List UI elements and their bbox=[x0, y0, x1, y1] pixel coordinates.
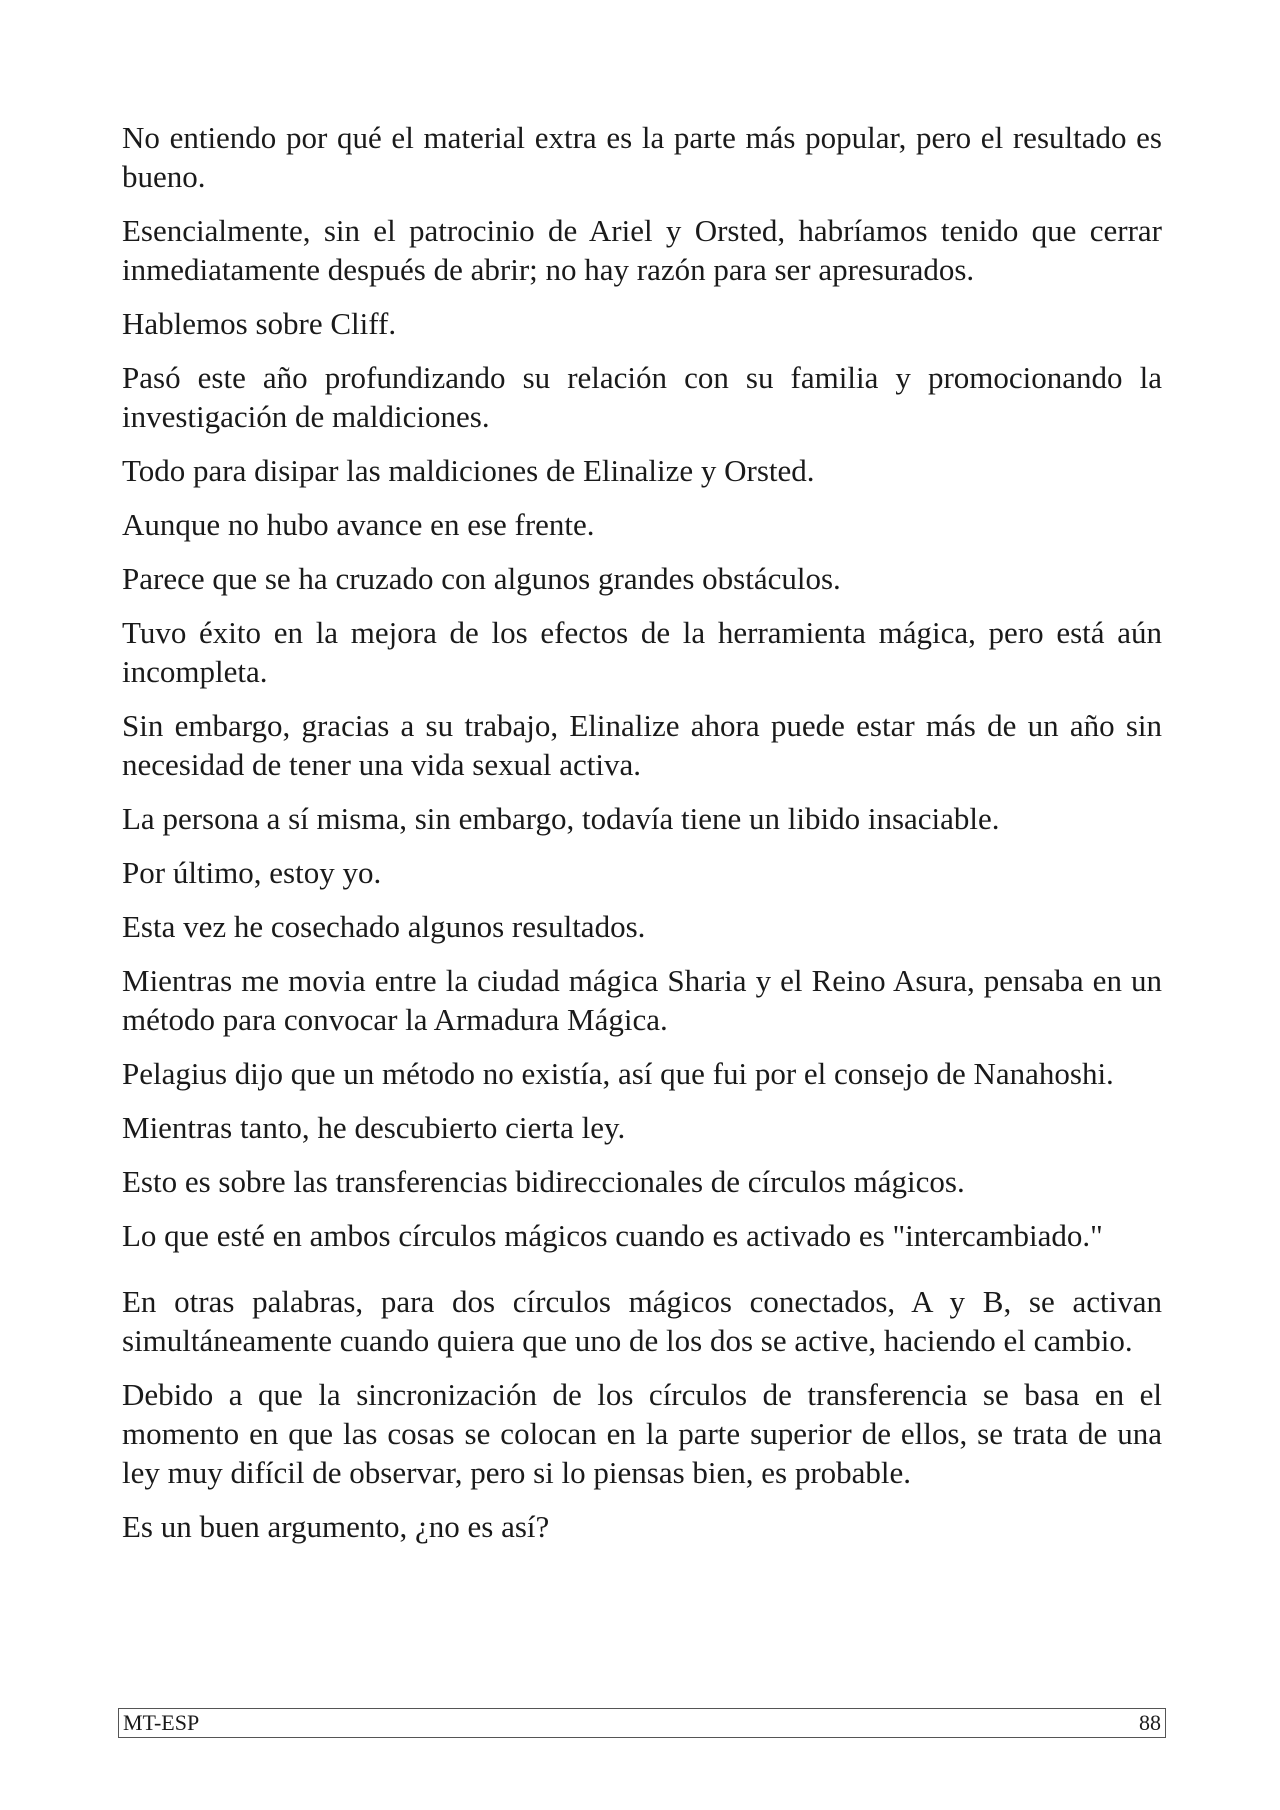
paragraph: La persona a sí misma, sin embargo, todavía tiene un libido insaciable. bbox=[122, 801, 1000, 836]
page-footer bbox=[118, 1708, 1166, 1738]
paragraph: Pelagius dijo que un método no existía, así que fui por el consejo de Nanahoshi. bbox=[122, 1056, 1114, 1091]
paragraph: Esto es sobre las transferencias bidireccionales de círculos mágicos. bbox=[122, 1164, 965, 1199]
paragraph: Esencialmente, sin el patrocinio de Ariel y Orsted, habríamos tenido que cerrar inmediatamente después de abrir; no hay razón para ser apresurados. bbox=[122, 213, 1162, 287]
paragraph: No entiendo por qué el material extra es la parte más popular, pero el resultado es bueno. bbox=[122, 120, 1162, 194]
paragraph: Lo que esté en ambos círculos mágicos cuando es activado es "intercambiado." bbox=[122, 1218, 1103, 1253]
paragraph: Parece que se ha cruzado con algunos grandes obstáculos. bbox=[122, 561, 841, 596]
paragraph: Tuvo éxito en la mejora de los efectos de la herramienta mágica, pero está aún incompleta. bbox=[122, 615, 1162, 689]
paragraph: Pasó este año profundizando su relación con su familia y promocionando la investigación de maldiciones. bbox=[122, 360, 1162, 434]
page-number: 88 bbox=[1139, 1710, 1161, 1735]
paragraph: Hablemos sobre Cliff. bbox=[122, 306, 397, 341]
paragraph: Debido a que la sincronización de los círculos de transferencia se basa en el momento en que las cosas se colocan en la parte superior de ellos, se trata de una ley muy difícil de observar, pero si lo piensas bien, es probable. bbox=[122, 1377, 1162, 1490]
page-body bbox=[122, 118, 1162, 1561]
footer-label: MT-ESP bbox=[123, 1710, 200, 1735]
paragraph: Sin embargo, gracias a su trabajo, Elinalize ahora puede estar más de un año sin necesidad de tener una vida sexual activa. bbox=[122, 708, 1162, 782]
paragraph: Esta vez he cosechado algunos resultados. bbox=[122, 909, 646, 944]
paragraph: Mientras me movia entre la ciudad mágica Sharia y el Reino Asura, pensaba en un método para convocar la Armadura Mágica. bbox=[122, 963, 1162, 1037]
paragraph: En otras palabras, para dos círculos mágicos conectados, A y B, se activan simultáneamente cuando quiera que uno de los dos se active, haciendo el cambio. bbox=[122, 1284, 1162, 1358]
paragraph: Es un buen argumento, ¿no es así? bbox=[122, 1509, 550, 1544]
paragraph: Aunque no hubo avance en ese frente. bbox=[122, 507, 595, 542]
paragraph: Todo para disipar las maldiciones de Elinalize y Orsted. bbox=[122, 453, 815, 488]
paragraph: Mientras tanto, he descubierto cierta ley. bbox=[122, 1110, 626, 1145]
paragraph: Por último, estoy yo. bbox=[122, 855, 382, 890]
